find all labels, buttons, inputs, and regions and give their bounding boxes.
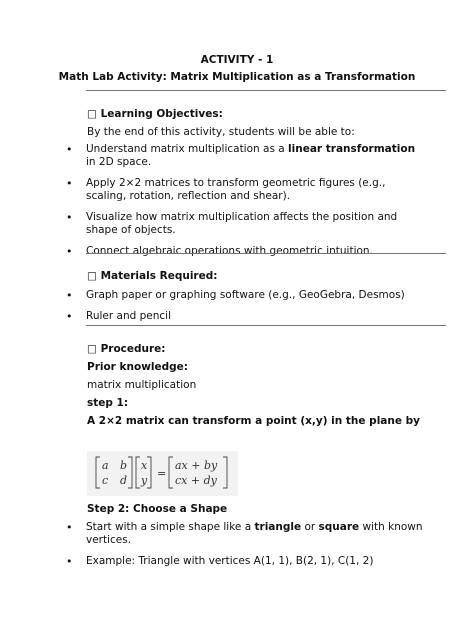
procedure-heading-text: Procedure: — [100, 343, 166, 355]
objectives-intro: By the end of this activity, students will be able to: — [87, 126, 355, 138]
step2-label: Step 2: Choose a Shape — [87, 503, 228, 515]
divider — [86, 90, 446, 91]
list-item — [66, 143, 426, 169]
equals: = — [157, 467, 167, 480]
list-item: • Apply 2×2 matrices to transform geometric figures (e.g., scaling, rotation, reflection and shear). — [66, 177, 426, 203]
list-item: • Visualize how matrix multiplication affects the position and shape of objects. — [66, 211, 426, 237]
materials-heading — [87, 270, 217, 282]
list-item: • Connect algebraic operations with geometric intuition. — [66, 245, 426, 258]
item-text: or — [301, 521, 319, 533]
m21: c — [102, 474, 109, 487]
m12: b — [120, 459, 128, 472]
procedure-heading — [87, 343, 166, 355]
item-bold-text: triangle — [254, 521, 302, 533]
list-item — [66, 521, 426, 547]
materials-heading-text: Materials Required: — [100, 270, 218, 282]
item-text: with known vertices. — [86, 521, 423, 546]
missing-glyph-icon: □ — [87, 270, 97, 282]
step1-label: step 1: — [87, 397, 129, 409]
item-text: Understand matrix multiplication as a — [86, 143, 289, 155]
item-bold-text: linear transformation — [288, 143, 416, 155]
list-item: • Ruler and pencil — [66, 310, 426, 323]
missing-glyph-icon: □ — [87, 343, 97, 355]
matrix-equation-graphic — [87, 451, 238, 496]
v1: x — [141, 459, 148, 472]
r2: cx + dy — [175, 474, 217, 487]
item-text: Start with a simple shape like a — [86, 521, 255, 533]
step2-list — [66, 521, 426, 576]
item-bold-text: square — [318, 521, 360, 533]
step1-text: A 2×2 matrix can transform a point (x,y) in the plane by — [87, 415, 420, 427]
objectives-heading-text: Learning Objectives: — [100, 108, 223, 120]
objectives-list — [66, 143, 426, 266]
item-text: in 2D space. — [86, 156, 152, 168]
prior-knowledge-label: Prior knowledge: — [87, 361, 188, 373]
prior-knowledge-text: matrix multiplication — [87, 379, 197, 391]
m22: d — [120, 474, 128, 487]
v2: y — [141, 474, 148, 487]
divider — [86, 325, 446, 326]
list-item: • Graph paper or graphing software (e.g., GeoGebra, Desmos) — [66, 289, 426, 302]
missing-glyph-icon: □ — [87, 108, 97, 120]
activity-label: ACTIVITY - 1 — [200, 54, 274, 66]
page-title: Math Lab Activity: Matrix Multiplication as a Transformation — [58, 71, 416, 83]
m11: a — [102, 459, 109, 472]
objectives-heading — [87, 108, 223, 120]
matrix-equation — [87, 451, 238, 496]
divider — [86, 253, 446, 254]
list-item: • Example: Triangle with vertices A(1, 1), B(2, 1), C(1, 2) — [66, 555, 426, 568]
r1: ax + by — [175, 459, 218, 472]
